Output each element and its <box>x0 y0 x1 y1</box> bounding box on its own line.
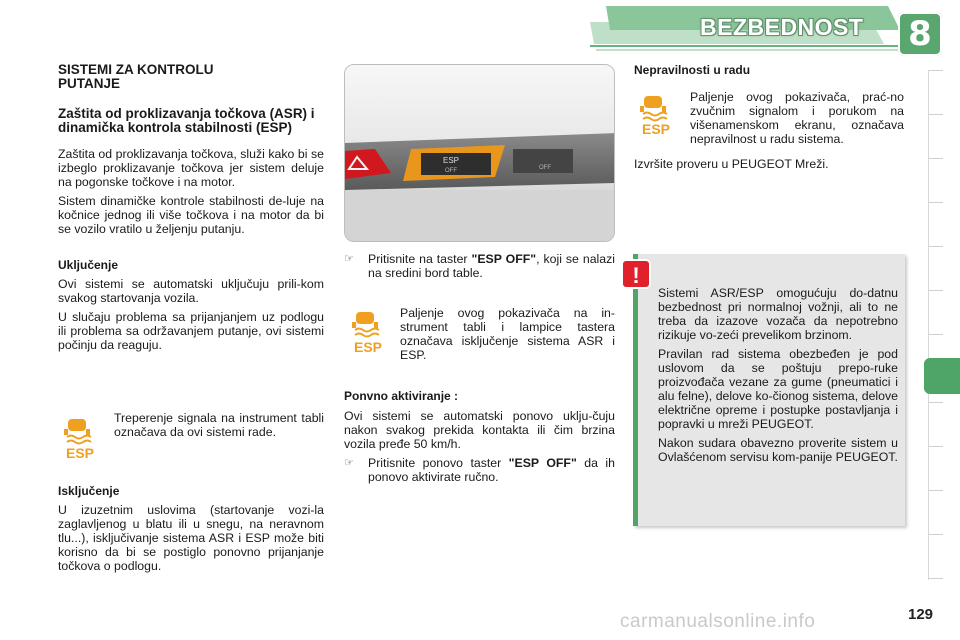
activation-text: Ovi sistemi se automatski uključuju prili-kom svakog startovanja vozila. <box>58 277 324 305</box>
watermark: carmanualsonline.info <box>620 611 816 632</box>
chapter-tab-active <box>924 358 960 394</box>
photo-esp-label: ESP <box>443 156 460 165</box>
check-network-text: Izvršite proveru u PEUGEOT Mreži. <box>634 157 829 171</box>
asr-description: Zaštita od proklizavanja točkova, služi kako bi se izbeglo proklizavanje točkova jer sistem deluje na pogonske točkove i na motor. <box>58 147 324 189</box>
page-number: 129 <box>908 606 934 623</box>
fault-indicator-text: Paljenje ovog pokazivača, prać-no zvučnim signalom i porukom na višenamenskom ekranu, označava nepravilnost u radu sistema. <box>690 90 904 146</box>
finger-pointer-icon: ☞ <box>344 253 354 265</box>
activation-heading: Uključenje <box>58 258 119 272</box>
chapter-tab-rail <box>928 70 960 580</box>
svg-text:ESP: ESP <box>354 339 383 355</box>
fault-indicator-note <box>634 90 904 146</box>
dashboard-esp-button-photo <box>344 64 615 242</box>
svg-text:!: ! <box>632 263 640 288</box>
deactivation-section <box>58 484 324 578</box>
esp-off-button-label-2: "ESP OFF" <box>508 456 577 470</box>
photo-off-label: OFF <box>445 168 457 174</box>
warning-text-2: Pravilan rad sistema obezbeđen je pod uslovom da se poštuju prepo-ruke proizvođača vezane za gume (pneumatici i alu felne), delove ko-čionog sistema, delove električne opreme i postupke postavljanja i popravki u mreži PEUGEOT. <box>658 347 898 431</box>
deactivation-indicator-note <box>344 306 615 362</box>
esp-description: Sistem dinamičke kontrole stabilnosti de-luje na kočnice jednog ili više točkova i na motor da bi se vozilo vratilo u željenju putanju. <box>58 194 324 236</box>
esp-off-button-label: "ESP OFF" <box>471 252 537 266</box>
reactivation-section <box>344 389 615 489</box>
deactivation-indicator-text: Paljenje ovog pokazivača na in-strument tabli i lampice tastera označava isključenje sistema ASR i ESP. <box>400 306 615 362</box>
subsection-title: Zaštita od proklizavanja točkova (ASR) i dinamička kontrola stabilnosti (ESP) <box>58 106 315 135</box>
fault-section <box>634 63 904 77</box>
activation-reaction-text: U slučaju problema sa prijanjanjem uz podlogu ili problema sa održavanjem putanje, ovi sistemi počinju da reaguju. <box>58 310 324 352</box>
chapter-number-badge: 8 <box>898 12 942 56</box>
middle-column-top <box>344 252 615 285</box>
esp-fault-icon <box>634 90 690 142</box>
press-esp-off-step: ☞ Pritisnite na taster "ESP OFF", koji se nalazi na sredini bord table. <box>344 252 615 280</box>
flashing-indicator-text: Treperenje signala na instrument tabli označava da ovi sistemi rade. <box>114 411 324 439</box>
esp-warning-icon <box>58 411 114 463</box>
svg-text:ESP: ESP <box>66 445 95 461</box>
warning-box-content <box>658 286 898 469</box>
deactivation-heading: Isključenje <box>58 484 120 498</box>
warning-exclamation-icon <box>621 259 651 289</box>
check-network-note <box>634 157 904 176</box>
svg-text:ESP: ESP <box>642 121 671 137</box>
left-column <box>58 63 324 357</box>
warning-box <box>633 254 905 526</box>
fault-heading: Nepravilnosti u radu <box>634 63 751 77</box>
svg-text:OFF: OFF <box>539 165 551 171</box>
warning-text-3: Nakon sudara obavezno proverite sistem u Ovlašćenom servisu kom-panije PEUGEOT. <box>658 436 898 464</box>
section-title: SISTEMI ZA KONTROLU PUTANJE <box>58 62 214 91</box>
reactivation-heading: Ponvno aktiviranje : <box>344 389 459 403</box>
reactivation-text: Ovi sistemi se automatski ponovo uklju-čuju nakon svakog prekida kontakta ili čim brzina vozila pređe 50 km/h. <box>344 409 615 451</box>
press-esp-off-again-step: ☞ Pritisnite ponovo taster "ESP OFF" da ih ponovo aktivirate ručno. <box>344 456 615 484</box>
flashing-indicator-note <box>58 411 324 463</box>
deactivation-text: U izuzetnim uslovima (startovanje vozi-la zaglavljenog u blatu ili u snegu, na neravnom tlu...), isključivanje sistema ASR i ESP može biti korisno da bi se postiglo ponovno prijanjanje točkova o podlogu. <box>58 503 324 573</box>
esp-off-indicator-icon <box>344 306 400 358</box>
finger-pointer-icon: ☞ <box>344 457 354 469</box>
warning-text-1: Sistemi ASR/ESP omogućuju do-datnu bezbednost pri normalnoj vožnji, ali to ne treba da izazove vozača da nepotrebno rizikuje vo-zeći prevelikom brzinom. <box>658 286 898 342</box>
page-title: BEZBEDNOST <box>700 14 864 40</box>
